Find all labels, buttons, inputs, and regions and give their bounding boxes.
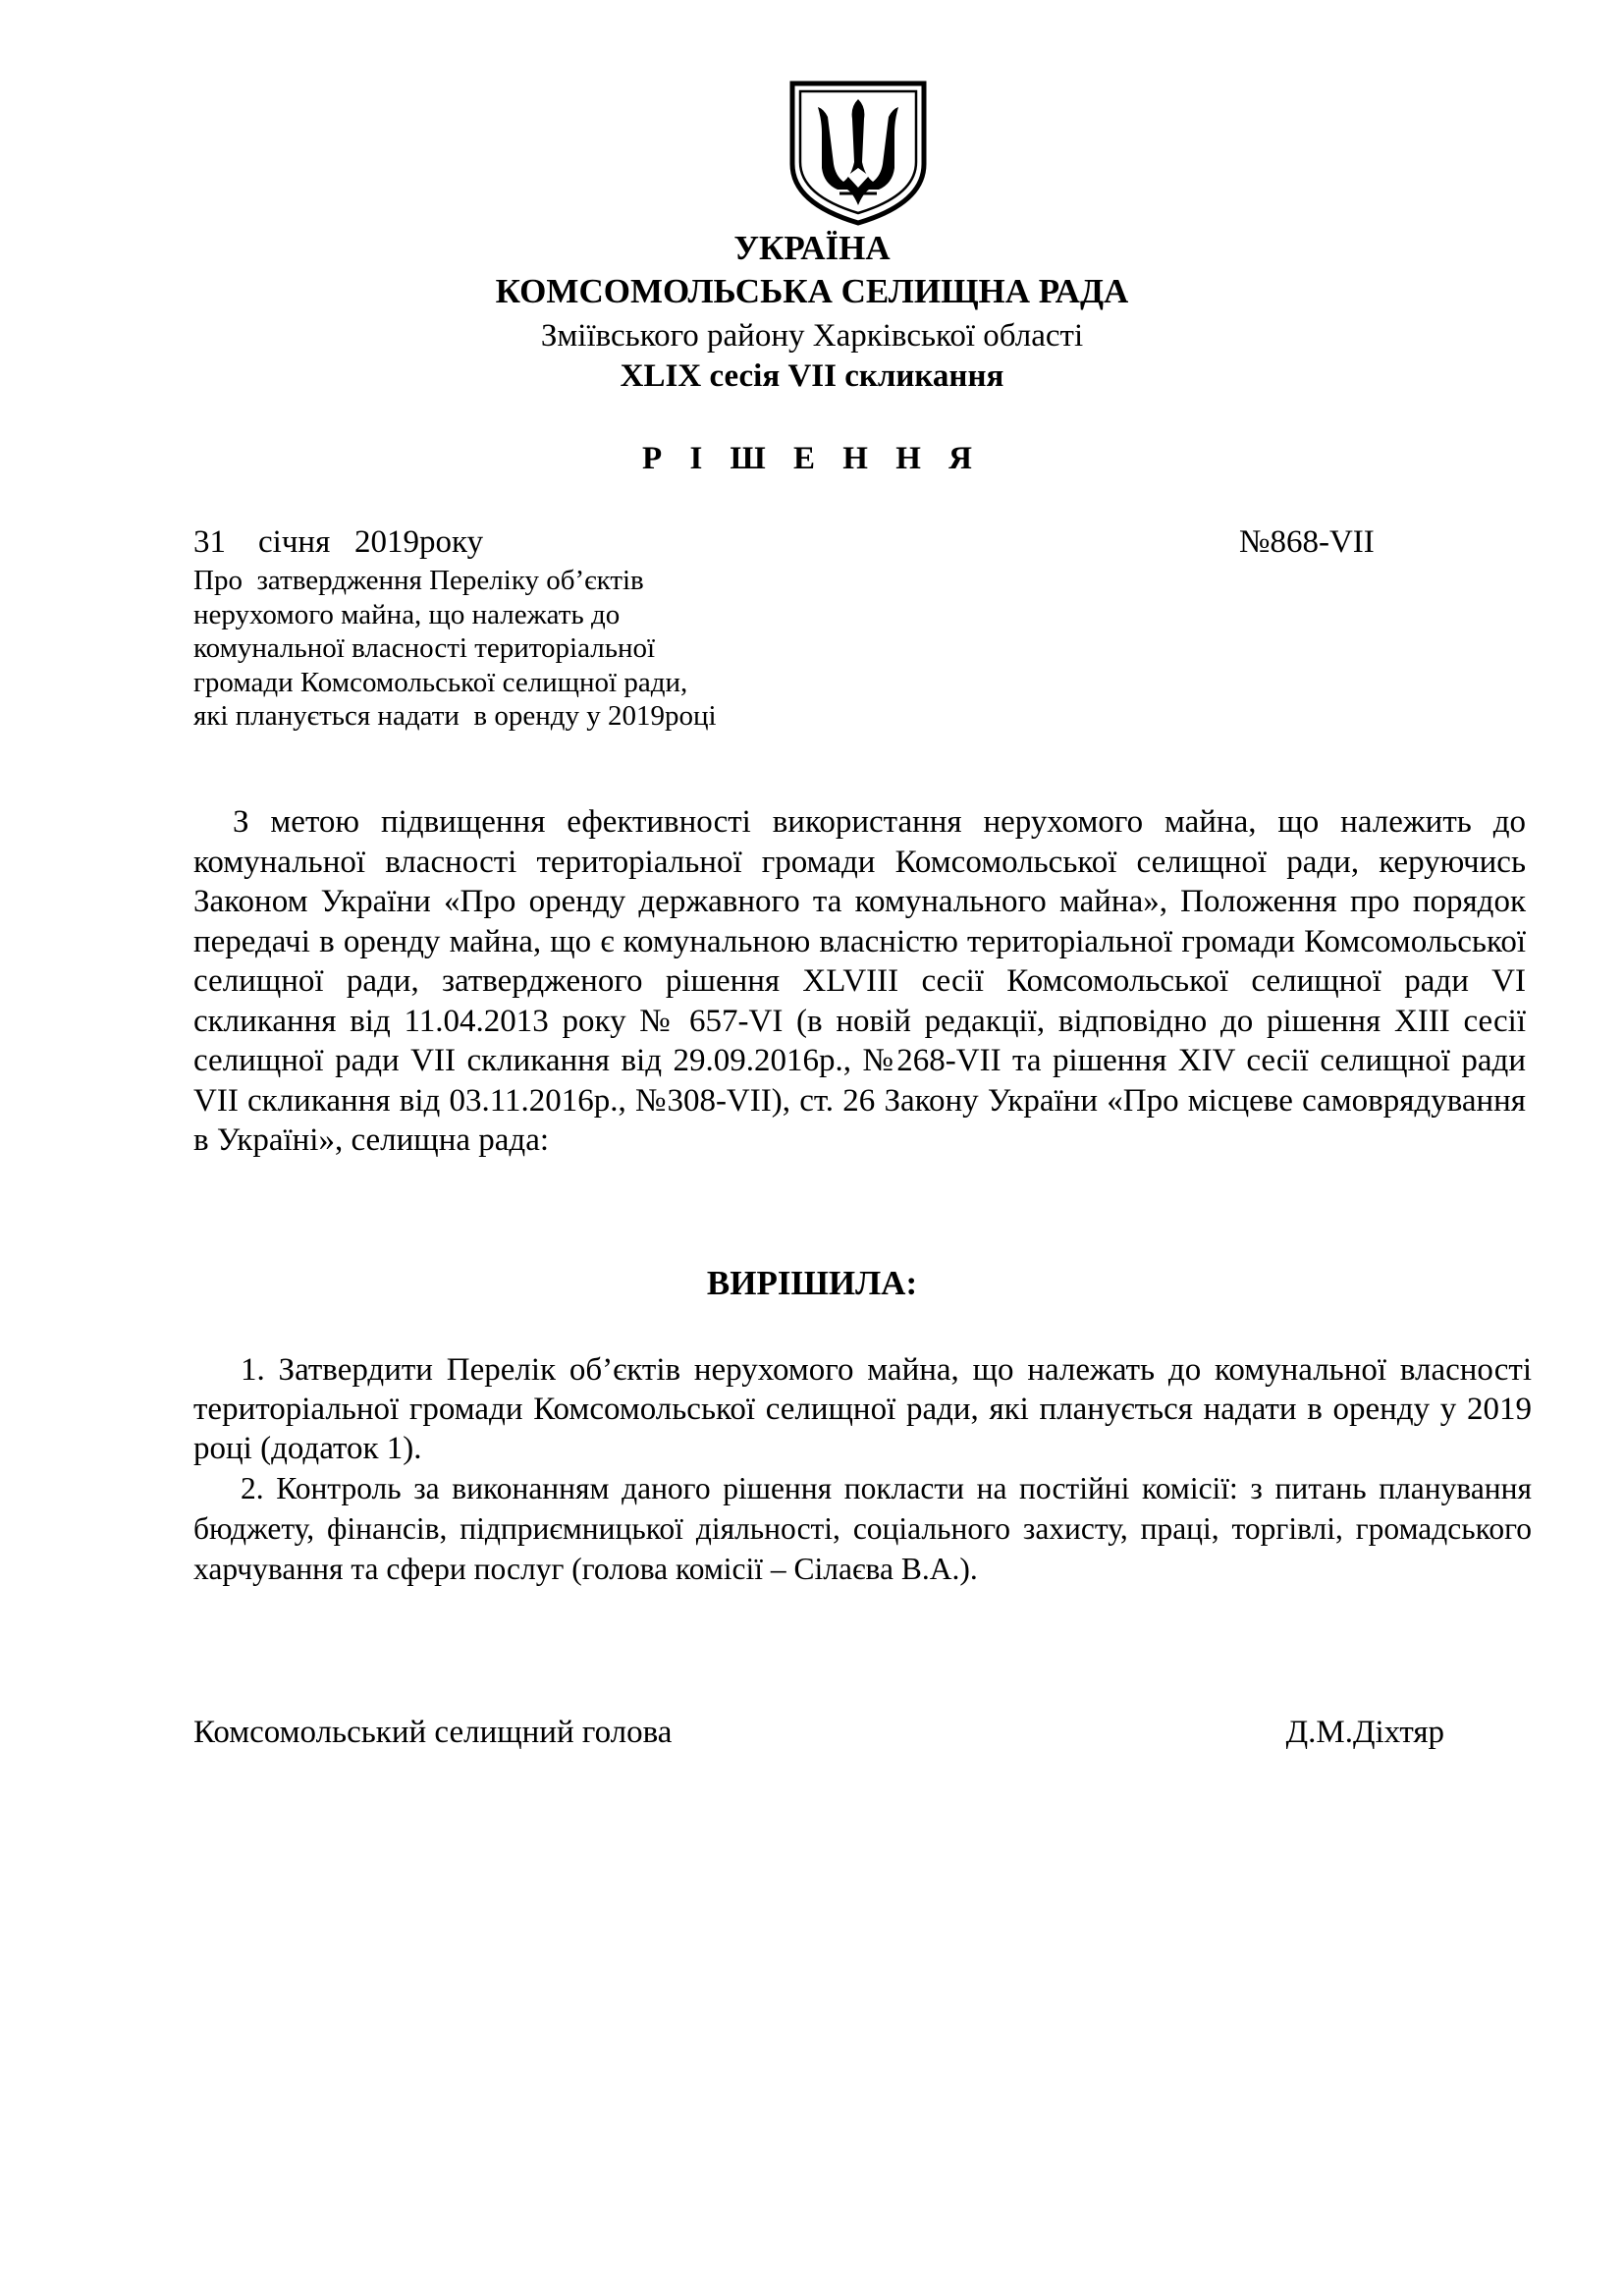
- decision-number: №868-VII: [1239, 524, 1375, 560]
- district-subtitle: Зміївського району Харківської області: [540, 318, 1084, 354]
- resolved-heading: ВИРІШИЛА:: [706, 1264, 918, 1302]
- decision-date: 31 січня 2019року: [193, 524, 484, 560]
- resolution-item: 2. Контроль за виконанням даного рішення покласти на постійні комісії: з питань планування бюджету, фінансів, підприємницької діяльності, соціального захисту, праці, торгівлі, громадського харчування та сфери послуг (голова комісії – Сілаєва В.А.).: [193, 1471, 1532, 1586]
- signatory-title: Комсомольський селищний голова: [193, 1715, 673, 1750]
- trident-coat-of-arms-icon: [785, 78, 932, 227]
- subject-line: нерухомого майна, що належать до: [193, 598, 621, 630]
- council-title: КОМСОМОЛЬСЬКА СЕЛИЩНА РАДА: [495, 272, 1129, 310]
- subject-line: комунальної власності територіальної: [193, 632, 656, 664]
- subject-line: громади Комсомольської селищної ради,: [193, 666, 688, 698]
- preamble-paragraph: З метою підвищення ефективності використання нерухомого майна, що належить до комунальної власності територіальної громади Комсомольської селищної ради, керуючись Законом України «Про оренду державного та комунального майна», Положення про порядок передачі в оренду майна, що є комунальною власністю територіальної громади Комсомольської селищної ради, затвердженого рішення XLVIII сесії Комсомольської селищної ради VI скликання від 11.04.2013 року № 657-VI (в новій редакції, відповідно до рішення XIII сесії селищної ради VII скликання від 29.09.2016р., №268-VII та рішення XIV сесії селищної ради VII скликання від 03.11.2016р., №308-VII), ст. 26 Закону України «Про місцеве самоврядування в Україні», селищна рада:: [193, 804, 1526, 1158]
- document-type-heading: Р І Ш Е Н Н Я: [642, 441, 982, 476]
- signatory-name: Д.М.Діхтяр: [1285, 1715, 1444, 1750]
- subject-line: які планується надати в оренду у 2019році: [193, 700, 717, 732]
- resolution-item: 1. Затвердити Перелік об’єктів нерухомого майна, що належать до комунальної власності територіальної громади Комсомольської селищної ради, які планується надати в оренду у 2019 році (додаток 1).: [193, 1352, 1532, 1466]
- session-subtitle: XLIX сесія VII скликання: [620, 358, 1004, 394]
- subject-line: Про затвердження Переліку об’єктів: [193, 565, 644, 596]
- resolution-items: [193, 1350, 1532, 1589]
- decision-subject: [193, 564, 783, 734]
- country-title: УКРАЇНА: [733, 229, 891, 267]
